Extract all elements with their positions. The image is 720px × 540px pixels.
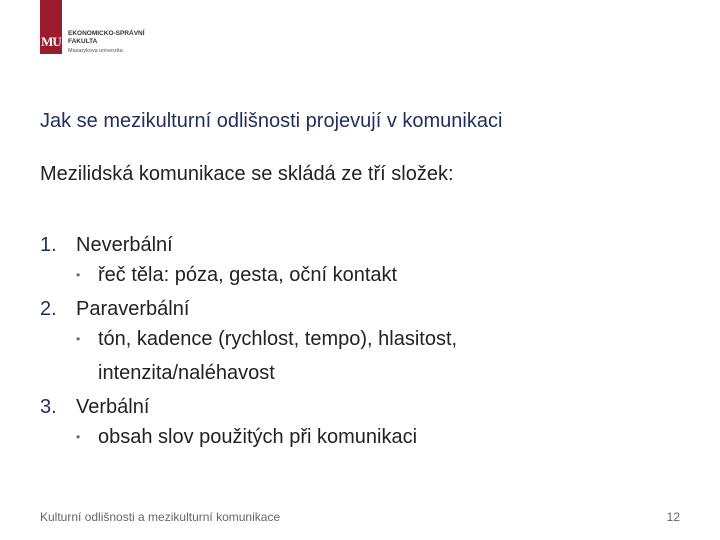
sub-item-text: obsah slov použitých při komunikaci [98,426,418,448]
item-label: Paraverbální [76,298,190,320]
faculty-logo [40,0,145,55]
item-label: Verbální [76,396,150,418]
logo-monogram: MU [41,34,61,49]
bullet-icon: • [76,332,81,346]
logo-line-1: EKONOMICKO-SPRÁVNÍ [68,30,145,37]
logo-mark [40,0,62,54]
bullet-icon: • [76,268,81,282]
bullet-icon: • [76,430,81,444]
page-number: 12 [666,510,680,524]
item-number: 2. [40,298,57,320]
item-number: 1. [40,234,57,256]
item-number: 3. [40,396,57,418]
sub-item-text: tón, kadence (rychlost, tempo), hlasitost, intenzita/naléhavost [98,328,458,384]
logo-line-3: Masarykova univerzita [68,48,123,54]
slide-title: Jak se mezikulturní odlišnosti projevují v komunikaci [40,110,503,132]
sub-item-text: řeč těla: póza, gesta, oční kontakt [98,264,398,286]
intro-text: Mezilidská komunikace se skládá ze tří složek: [40,163,454,185]
item-label: Neverbální [76,234,173,256]
logo-text [68,30,145,55]
logo-line-2: FAKULTA [68,38,98,45]
footer-course-name: Kulturní odlišnosti a mezikulturní komunikace [40,510,281,524]
